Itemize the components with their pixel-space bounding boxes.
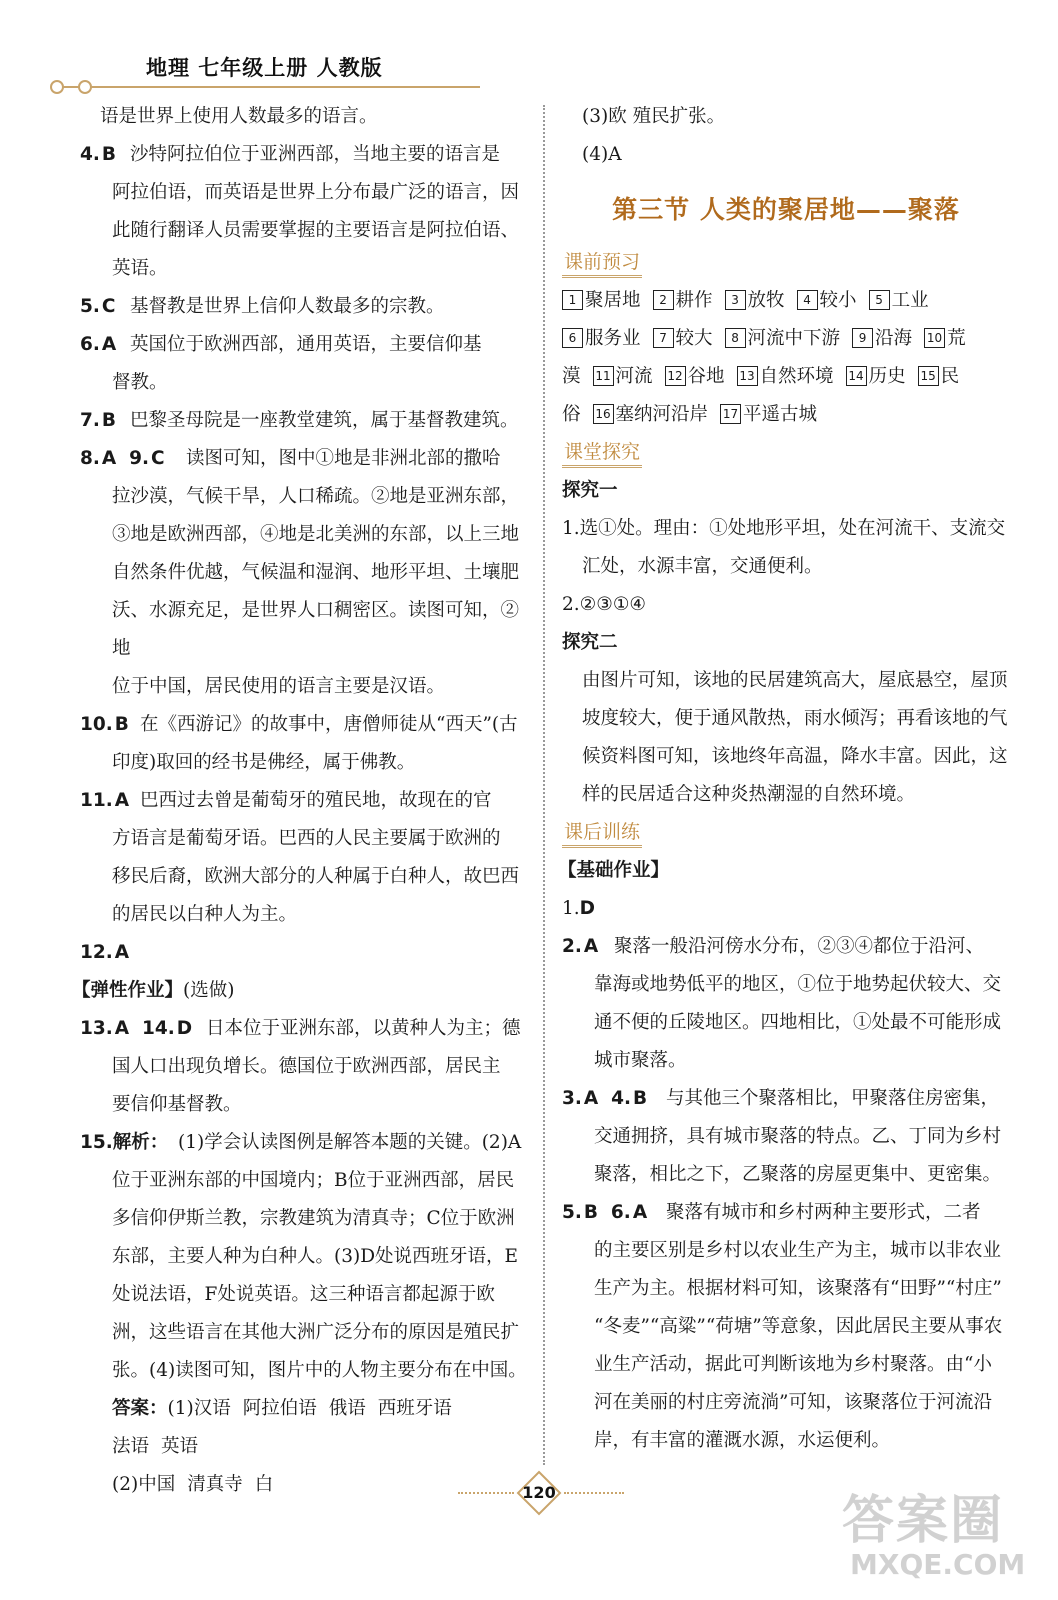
text-line: 1.选①处。理由：①处地形平坦，处在河流干、支流交 [562, 518, 1006, 539]
answer-text: 较大 [675, 328, 713, 349]
preview-answer [924, 328, 966, 349]
answer-number-box: 9 [852, 328, 873, 348]
watermark-site: MXQE.COM [850, 1548, 1026, 1581]
preview-answer [725, 290, 785, 311]
preview-answer [797, 290, 857, 311]
preview-row [562, 282, 1010, 320]
answer-text: 工业 [891, 290, 929, 311]
page-header [0, 0, 1058, 100]
preview-answers [562, 282, 1010, 434]
answer-text: 放牧 [747, 290, 785, 311]
question-8-9: 8. A 9. C 读图可知，图中①地是非洲北部的撒哈 拉沙漠，气候干旱，人口稀疏。②地是亚洲东部， ③地是欧洲西部，④地是北美洲的东部，以上三地 自然条件优越，气候温和湿润、地形平坦、土壤肥 沃、水源充足，是世界人口稠密区。读图可知，②地 位于中国，居民使用的语言主要是汉语。 [80, 448, 520, 697]
question-13-14: 13. A 14. D 日本位于亚洲东部，以黄种人为主；德 国人口出现负增长。德国位于欧洲西部，居民主 要信仰基督教。 [80, 1018, 521, 1115]
preview-answer [562, 328, 641, 349]
section-title: 第三节 人类的聚居地——聚落 [612, 195, 960, 224]
preview-answer [562, 404, 581, 425]
text-line: 由图片可知，该地的民居建筑高大，屋底悬空，屋顶 [582, 670, 1008, 691]
answer-text: 河流中下游 [747, 328, 841, 349]
header-circle-mid [78, 80, 92, 94]
answer-number-box: 17 [720, 404, 741, 424]
preview-answer [720, 404, 817, 425]
preview-row [562, 320, 1010, 358]
text-line: (4)A [582, 144, 622, 165]
question-5: 5. C 基督教是世界上信仰人数最多的宗教。 [80, 296, 445, 317]
answer-text: 历史 [868, 366, 906, 387]
answer-number-box: 15 [918, 366, 939, 386]
answer-text: 河流 [615, 366, 653, 387]
right-column [558, 98, 1010, 1460]
r-question-2: 2. A 聚落一般沿河傍水分布，②③④都位于沿河、 靠海或地势低平的地区，①位于地势起伏较大、交 通不便的丘陵地区。四地相比，①处最不可能形成 城市聚落。 [562, 936, 1002, 1071]
answer-text: 漠 [562, 366, 581, 387]
preview-answer [653, 290, 713, 311]
left-column [72, 98, 530, 1504]
answer-text: 民 [940, 366, 960, 387]
column-divider [543, 105, 545, 1465]
answer-number-box: 13 [737, 366, 758, 386]
answer-number-box: 3 [725, 290, 746, 310]
text-line: 汇处，水源丰富，交通便利。 [582, 556, 823, 577]
preview-answer [562, 366, 581, 387]
preview-answer [852, 328, 912, 349]
text-line: (3)欧 殖民扩张。 [582, 106, 726, 127]
r-question-5-6: 5. B 6. A 聚落有城市和乡村两种主要形式，二者 的主要区别是乡村以农业生产为主，城市以非农业 生产为主。根据材料可知，该聚落有“田野”“村庄” “冬麦”“高粱”“荷塘”等意象，因此居民主要从事农 业生产活动，据此可判断该地为乡村聚落。由“小 河在美丽的村庄旁流淌”可知，该聚落位于河流沿 岸，有丰富的灌溉水源，水运便利。 [562, 1202, 1003, 1451]
answer-number-box: 6 [562, 328, 583, 348]
preview-answer [593, 366, 653, 387]
preview-answer [737, 366, 834, 387]
preview-row [562, 358, 1010, 396]
answer-text: 谷地 [687, 366, 725, 387]
basic-homework-heading: 【基础作业】 [558, 860, 670, 881]
header-rule [60, 86, 480, 88]
answer-text: 俗 [562, 404, 581, 425]
answer-text: 服务业 [585, 328, 641, 349]
elastic-homework-heading: 【弹性作业】(选做) [72, 980, 235, 1001]
answer-number-box: 4 [797, 290, 818, 310]
answer-number-box: 16 [593, 404, 614, 424]
answer-text: 塞纳河沿岸 [615, 404, 709, 425]
preview-answer [846, 366, 906, 387]
r-question-1: 1.D [562, 898, 596, 919]
footer-dots-right [564, 1492, 624, 1494]
question-10: 10. B 在《西游记》的故事中，唐僧师徒从“西天”(古 印度)取回的经书是佛经，属于佛教。 [80, 714, 518, 773]
header-circle-left [50, 80, 64, 94]
question-11: 11. A 巴西过去曾是葡萄牙的殖民地，故现在的官 方语言是葡萄牙语。巴西的人民主要属于欧洲的 移民后裔，欧洲大部分的人种属于白种人，故巴西 的居民以白种人为主。 [80, 790, 520, 925]
answer-number-box: 11 [593, 366, 614, 386]
preview-answer [562, 290, 641, 311]
preview-answer [653, 328, 713, 349]
tag-after: 课后训练 [562, 819, 642, 848]
preview-answer [725, 328, 841, 349]
answer-text: 沿海 [875, 328, 913, 349]
watermark [842, 1478, 1042, 1588]
text-line: 语是世界上使用人数最多的语言。 [100, 106, 378, 127]
watermark-main: 答案圈 [842, 1491, 1005, 1551]
question-15: 15.解析： (1)学会认读图例是解答本题的关键。(2)A 位于亚洲东部的中国境内；B位于亚洲西部，居民 多信仰伊斯兰教，宗教建筑为清真寺；C位于欧洲 东部，主要人种为白种人。(3)D处说西班牙语，E 处说法语，F处说英语。这三种语言都起源于欧 洲，这些语言在其他大洲广泛分布的原因是殖民扩 张。(4)读图可知，图片中的人物主要分布在中国。 答案：(1)汉语 阿拉伯语 俄语 西班牙语 法语 英语 (2)中国 清真寺 白 [80, 1124, 530, 1504]
text-line: 样的民居适合这种炎热潮湿的自然环境。 [582, 784, 916, 805]
question-4: 4. B 沙特阿拉伯位于亚洲西部，当地主要的语言是 阿拉伯语，而英语是世界上分布最广泛的语言，因 此随行翻译人员需要掌握的主要语言是阿拉伯语、 英语。 [80, 144, 520, 279]
preview-answer [869, 290, 929, 311]
preview-answer [918, 366, 960, 387]
explore-2-heading: 探究二 [562, 632, 618, 653]
tag-class: 课堂探究 [562, 439, 642, 468]
answer-text: 耕作 [675, 290, 713, 311]
answer-number-box: 5 [869, 290, 890, 310]
question-7: 7. B 巴黎圣母院是一座教堂建筑，属于基督教建筑。 [80, 410, 519, 431]
answer-line-2: 法语 英语 [112, 1436, 199, 1457]
text-line: 候资料图可知，该地终年高温，降水丰富。因此，这 [582, 746, 1008, 767]
question-12: 12. A [80, 942, 130, 963]
answer-text: 较小 [819, 290, 857, 311]
preview-row [562, 396, 1010, 434]
tag-preview: 课前预习 [562, 249, 642, 278]
answer-number-box: 1 [562, 290, 583, 310]
explore-1-heading: 探究一 [562, 480, 618, 501]
answer-text: 平遥古城 [743, 404, 818, 425]
r-question-3-4: 3. A 4. B 与其他三个聚落相比，甲聚落住房密集， 交通拥挤，具有城市聚落的特点。乙、丁同为乡村 聚落，相比之下，乙聚落的房屋更集中、更密集。 [562, 1088, 1002, 1185]
answer-line-3: (2)中国 清真寺 白 [112, 1474, 274, 1495]
answer-line-1: 答案：(1)汉语 阿拉伯语 俄语 西班牙语 [112, 1398, 452, 1419]
preview-answer [593, 404, 709, 425]
answer-number-box: 7 [653, 328, 674, 348]
book-title: 地理 七年级上册 人教版 [146, 56, 383, 80]
footer-dots-left [458, 1492, 514, 1494]
page-number: 120 [522, 1483, 556, 1502]
answer-number-box: 8 [725, 328, 746, 348]
answer-text: 荒 [947, 328, 966, 349]
answer-number-box: 14 [846, 366, 867, 386]
preview-answer [665, 366, 725, 387]
answer-number-box: 2 [653, 290, 674, 310]
question-6: 6. A 英国位于欧洲西部，通用英语，主要信仰基 督教。 [80, 334, 482, 393]
text-line: 坡度较大，便于通风散热，雨水倾泻；再看该地的气 [582, 708, 1008, 729]
text-line: 2.②③①④ [562, 594, 646, 615]
answer-text: 自然环境 [759, 366, 834, 387]
answer-number-box: 12 [665, 366, 686, 386]
answer-number-box: 10 [924, 328, 945, 348]
answer-text: 聚居地 [585, 290, 641, 311]
